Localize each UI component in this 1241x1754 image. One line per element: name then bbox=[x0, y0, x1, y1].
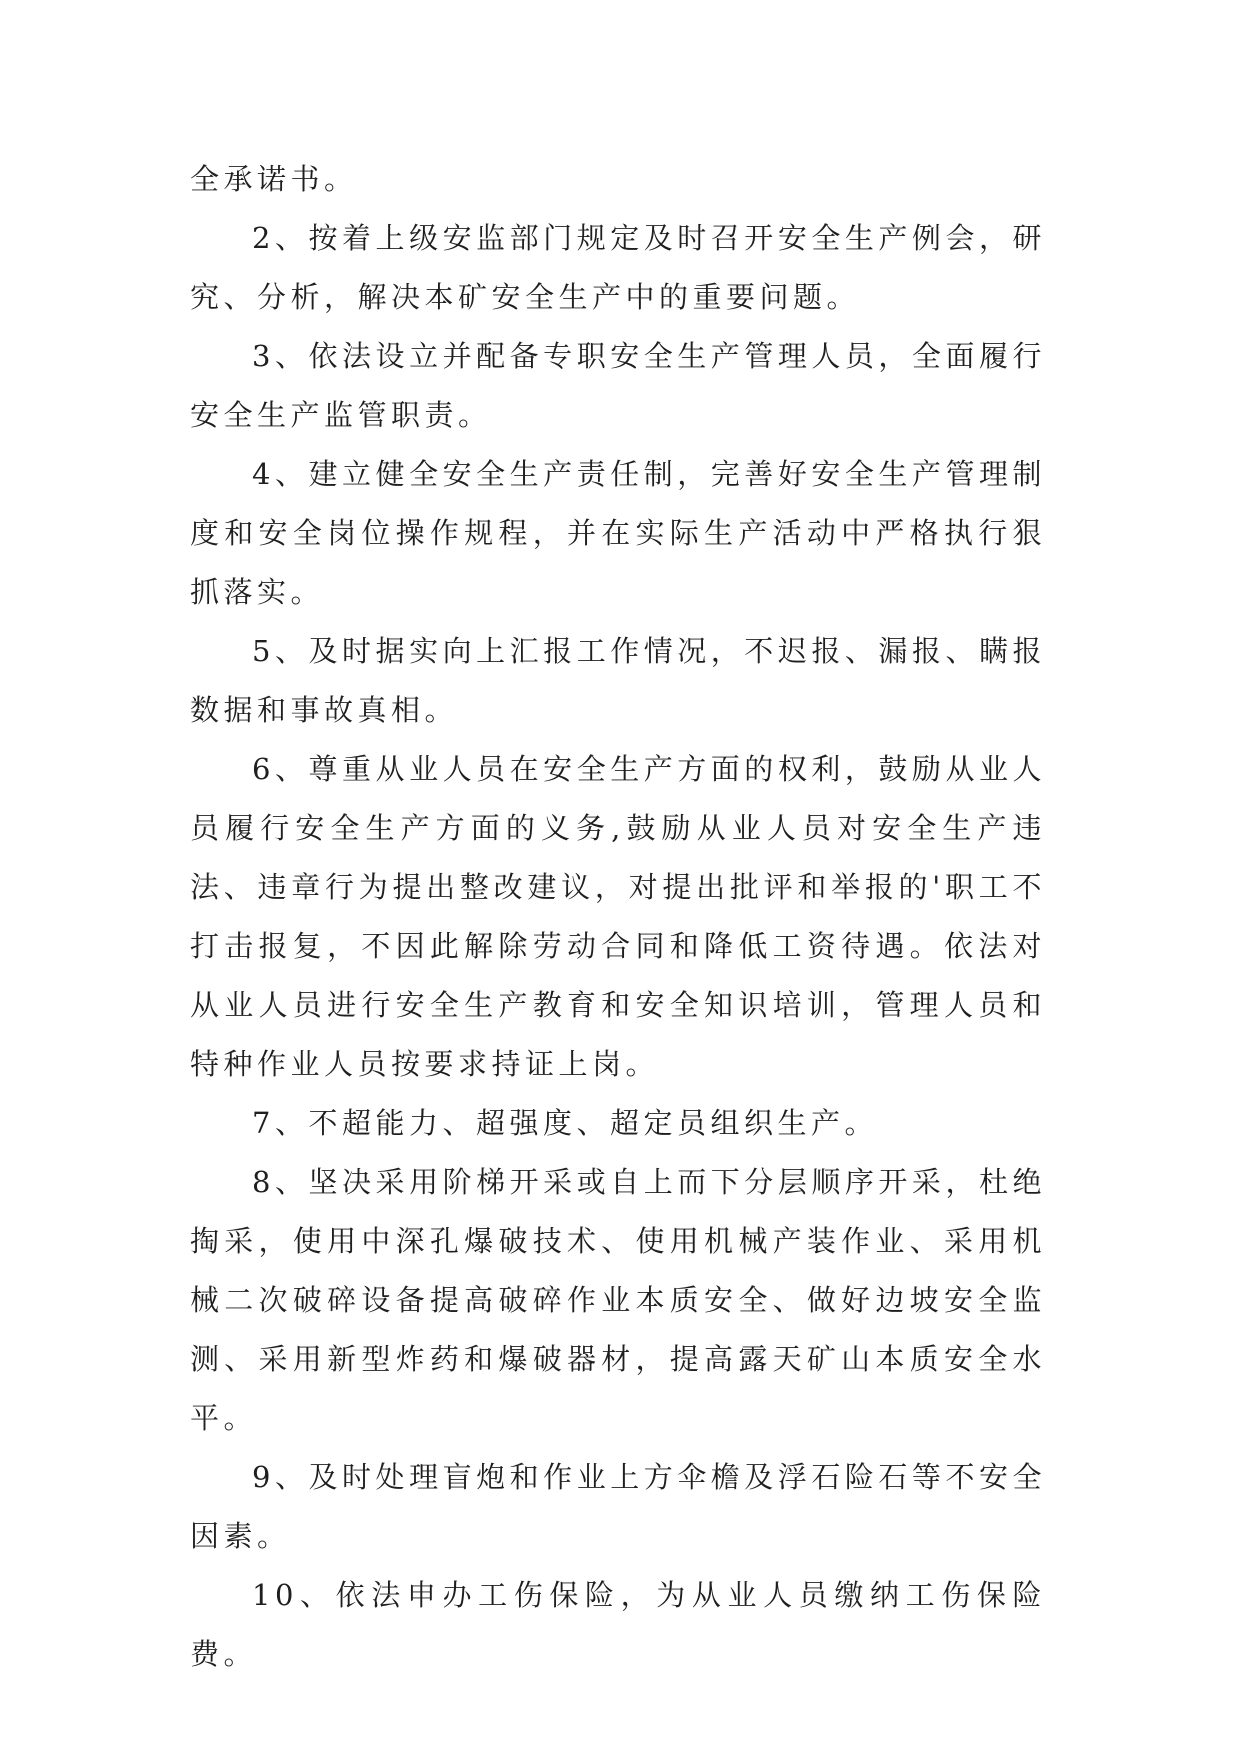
paragraph-item-6: 6、尊重从业人员在安全生产方面的权利，鼓励从业人员履行安全生产方面的义务,鼓励从业人员对安全生产违法、违章行为提出整改建议，对提出批评和举报的'职工不打击报复，不因此解除劳动合同和降低工资待遇。依法对从业人员进行安全生产教育和安全知识培训，管理人员和特种作业人员按要求持证上岗。 bbox=[190, 752, 1046, 1081]
paragraph-continuation: 全承诺书。 bbox=[190, 162, 358, 196]
paragraph-item-7: 7、不超能力、超强度、超定员组织生产。 bbox=[252, 1106, 878, 1140]
document-body bbox=[190, 150, 1046, 1684]
paragraph-item-2: 2、按着上级安监部门规定及时召开安全生产例会，研究、分析，解决本矿安全生产中的重要问题。 bbox=[190, 221, 1046, 314]
paragraph-item-5: 5、及时据实向上汇报工作情况，不迟报、漏报、瞒报数据和事故真相。 bbox=[190, 634, 1046, 727]
paragraph-item-4: 4、建立健全安全生产责任制，完善好安全生产管理制度和安全岗位操作规程，并在实际生产活动中严格执行狠抓落实。 bbox=[190, 457, 1046, 609]
paragraph-item-8: 8、坚决采用阶梯开采或自上而下分层顺序开采，杜绝掏采，使用中深孔爆破技术、使用机械产装作业、采用机械二次破碎设备提高破碎作业本质安全、做好边坡安全监测、采用新型炸药和爆破器材，提高露天矿山本质安全水平。 bbox=[190, 1165, 1046, 1435]
paragraph-item-3: 3、依法设立并配备专职安全生产管理人员，全面履行安全生产监管职责。 bbox=[190, 339, 1046, 432]
paragraph-item-9: 9、及时处理盲炮和作业上方伞檐及浮石险石等不安全因素。 bbox=[190, 1460, 1046, 1553]
paragraph-item-10: 10、依法申办工伤保险，为从业人员缴纳工伤保险费。 bbox=[190, 1578, 1046, 1671]
